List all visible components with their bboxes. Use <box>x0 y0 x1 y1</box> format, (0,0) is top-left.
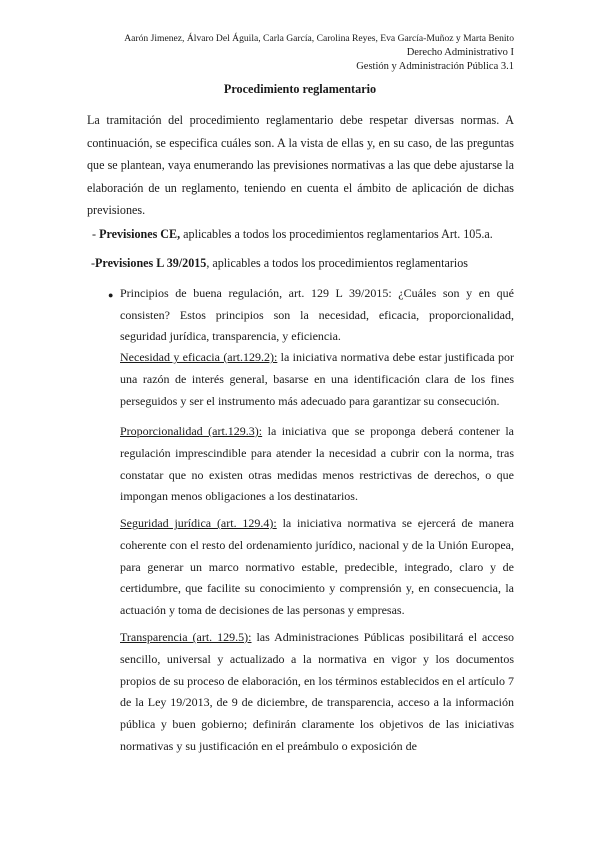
header-degree: Gestión y Administración Pública 3.1 <box>356 61 514 72</box>
principles-bullet: Principios de buena regulación, art. 129 L 39/2015: ¿Cuáles son y en qué consisten? Estos principios son la necesidad, eficacia, proporcionalidad, seguridad jurídica, transparencia, y eficiencia. <box>120 286 514 343</box>
previsiones-ce-heading: Previsiones CE, <box>99 227 181 241</box>
principle-text: la iniciativa normativa debe estar justificada por una razón de interés general, basarse en una identificación clara de los fines perseguidos y ser el instrumento más adecuado para garantizar su consecución. <box>120 350 514 408</box>
principle-label: Proporcionalidad (art.129.3): <box>120 424 263 438</box>
previsiones-ce-text: aplicables a todos los procedimientos reglamentarios Art. 105.a. <box>180 227 493 241</box>
principle-proporcionalidad <box>120 421 514 508</box>
principle-text: la iniciativa normativa se ejercerá de manera coherente con el resto del ordenamiento jurídico, nacional y de la Unión Europea, para generar un marco normativo estable, predecible, integrado, claro y de certidumbre, que facilite su conocimiento y comprensión y, en consecuencia, la actuación y toma de decisiones de las personas y empresas. <box>120 516 515 618</box>
header-authors: Aarón Jimenez, Álvaro Del Águila, Carla García, Carolina Reyes, Eva García-Muñoz y Marta Benito <box>124 33 514 44</box>
principle-necesidad <box>120 347 514 412</box>
document-title: Procedimiento reglamentario <box>223 82 377 96</box>
principle-seguridad <box>120 513 514 622</box>
page-header <box>124 32 514 74</box>
previsiones-l39-line <box>91 255 468 271</box>
bullet-dot-icon: ● <box>108 290 114 300</box>
previsiones-l39-prefix: - <box>91 256 96 270</box>
intro-paragraph: La tramitación del procedimiento reglamentario debe respetar diversas normas. A continuación, se especifica cuáles son. A la vista de ellas y, en su caso, de las preguntas que se plantean, vaya enumerando las previsiones normativas a las que debe ajustarse la elaboración de un reglamento, teniendo en cuenta el ámbito de aplicación de dichas previsiones. <box>87 113 514 217</box>
principle-text: la iniciativa que se proponga deberá contener la regulación imprescindible para atender la necesidad a cubrir con la norma, tras constatar que no existen otras medidas menos restrictivas de derechos, o que impongan menos obligaciones a los destinatarios. <box>120 424 514 504</box>
previsiones-ce-line <box>92 226 493 242</box>
previsiones-l39-text: , aplicables a todos los procedimientos reglamentarios <box>206 256 468 270</box>
principle-label: Necesidad y eficacia (art.129.2): <box>120 350 278 364</box>
principle-text: las Administraciones Públicas posibilitará el acceso sencillo, universal y actualizado a la normativa en vigor y los documentos propios de su proceso de elaboración, en los términos establecidos en el artículo 7 de la Ley 19/2013, de 9 de diciembre, de transparencia, acceso a la información pública y buen gobierno; definirán claramente los objetivos de las iniciativas normativas y su justificación en el preámbulo o exposición de <box>120 630 514 753</box>
header-course: Derecho Administrativo I <box>406 47 514 58</box>
principle-label: Transparencia (art. 129.5): <box>120 630 252 644</box>
previsiones-l39-heading: Previsiones L 39/2015 <box>95 256 207 270</box>
principle-transparencia <box>120 627 514 758</box>
previsiones-ce-prefix: - <box>92 227 100 241</box>
principle-label: Seguridad jurídica (art. 129.4): <box>120 516 277 530</box>
